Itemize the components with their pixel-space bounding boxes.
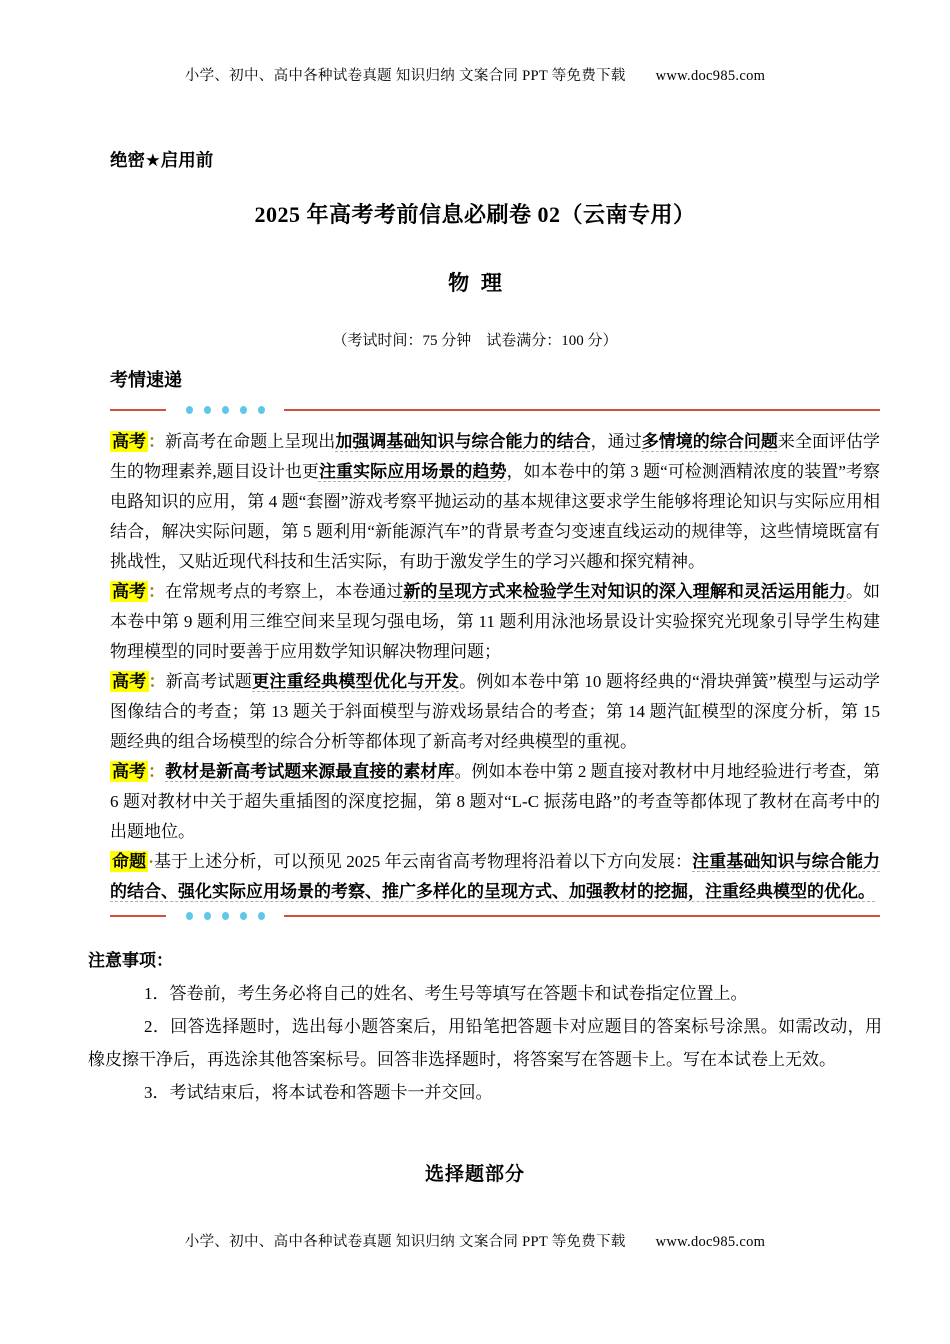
notice-section [88, 944, 882, 1109]
analysis-paragraph [110, 757, 880, 847]
body-text: ，通过 [590, 432, 642, 451]
body-text: 。如本卷中第 9 题利用三维空间来呈现匀强电场，第 11 题利用泳池场景设计实验探究光现象引导学生构建物理模型的同时要善于应用数学知识解决物理问题； [110, 582, 881, 661]
analysis-paragraph [110, 667, 880, 757]
footer-note [0, 1230, 950, 1251]
body-text: 。例如本卷中第 2 题直接对教材中月地经验进行考查，第 6 题对教材中关于超失重插图的深度挖掘，第 8 题对“L-C 振荡电路”的考查等都体现了教材在高考中的出题地位。 [110, 762, 881, 841]
highlighted-label: 命题 [112, 852, 147, 871]
highlighted-label: 高考 [112, 672, 147, 691]
note-item: 1．答卷前，考生务必将自己的姓名、考生号等填写在答题卡和试卷指定位置上。 [144, 984, 748, 1003]
notice-heading: 注意事项： [88, 951, 173, 970]
body-text: 基于上述分析，可以预见 2025 年云南省高考物理将沿着以下方向发展： [153, 852, 693, 871]
part-title: 选择题部分 [424, 1164, 525, 1185]
emphasis-text: 注重实际应用场景的趋势 [318, 462, 507, 481]
label-separator: ： [148, 762, 166, 781]
emphasis-text: 注重基础知识与综合能力的结合、强化实际应用场景的考察、推广多样化的呈现方式、加强教材的挖掘，注重经典模型的优化。 [110, 852, 881, 901]
section-divider-top [110, 406, 880, 414]
classification-label: 绝密★启用前 [110, 150, 214, 170]
emphasis-text: 新的呈现方式来检验学生对知识的深入理解和灵活运用能力 [403, 582, 846, 601]
divider-line-long [284, 915, 880, 917]
header-note [0, 0, 950, 85]
body-text: 在常规考点的考察上，本卷通过 [165, 582, 404, 601]
label-separator: ： [148, 432, 166, 451]
analysis-paragraph [110, 577, 880, 667]
subject-title: 物 理 [448, 272, 502, 295]
footer-note-text: 小学、初中、高中各种试卷真题 知识归纳 文案合同 PPT 等免费下载 [184, 1234, 626, 1250]
divider-dots [180, 406, 270, 414]
notes-list [88, 977, 882, 1109]
highlighted-label: 高考 [112, 762, 147, 781]
analysis-paragraph [110, 427, 880, 577]
note-item: 3．考试结束后，将本试卷和答题卡一并交回。 [144, 1083, 493, 1102]
emphasis-text: 更注重经典模型优化与开发 [252, 672, 460, 691]
highlighted-label: 高考 [112, 582, 147, 601]
label-separator: ： [148, 672, 166, 691]
emphasis-text: 教材是新高考试题来源最直接的素材库 [165, 762, 455, 781]
label-separator: · [148, 852, 154, 871]
body-text: 来全面评估学生的物理素养,题目设计也更 [110, 432, 881, 481]
divider-dots [180, 912, 270, 920]
header-url: www.doc985.com [655, 68, 766, 84]
label-separator: ： [148, 582, 166, 601]
body-text: 新高考在命题上呈现出 [165, 432, 336, 451]
analysis-paragraphs [110, 427, 880, 907]
exam-info: （考试时间：75 分钟 试卷满分：100 分） [332, 333, 618, 349]
body-text: ，如本卷中的第 3 题“可检测酒精浓度的装置”考察电路知识的应用，第 4 题“套圈”游戏考察平抛运动的基本规律这要求学生能够将理论知识与实际应用相结合，解决实际问题，第 5 题利用“新能源汽车”的背景考查匀变速直线运动的规律等，这些情境既富有挑战性，又贴近现代科技和生活实际，有助于激发学生的学习兴趣和探究精神。 [110, 462, 880, 571]
divider-line-short [110, 915, 166, 917]
emphasis-text: 加强调基础知识与综合能力的结合 [335, 432, 591, 451]
highlighted-label: 高考 [112, 432, 147, 451]
divider-line-short [110, 409, 166, 411]
analysis-paragraph [110, 847, 880, 907]
divider-line-long [284, 409, 880, 411]
note-item: 2．回答选择题时，选出每小题答案后，用铅笔把答题卡对应题目的答案标号涂黑。如需改动，用橡皮擦干净后，再选涂其他答案标号。回答非选择题时，将答案写在答题卡上。写在本试卷上无效。 [88, 1017, 882, 1069]
analysis-section-heading: 考情速递 [110, 370, 182, 390]
body-text: 。例如本卷中第 10 题将经典的“滑块弹簧”模型与运动学图像结合的考查；第 13 题关于斜面模型与游戏场景结合的考查；第 14 题汽缸模型的深度分析，第 15 题经典的组合场模型的综合分析等都体现了新高考对经典模型的重视。 [110, 672, 881, 751]
header-note-text: 小学、初中、高中各种试卷真题 知识归纳 文案合同 PPT 等免费下载 [184, 68, 626, 84]
page-title: 2025 年高考考前信息必刷卷 02（云南专用） [254, 202, 696, 227]
footer-url: www.doc985.com [655, 1234, 766, 1250]
section-divider-bottom [110, 912, 880, 920]
emphasis-text: 多情境的综合问题 [641, 432, 778, 451]
body-text: 新高考试题 [165, 672, 253, 691]
